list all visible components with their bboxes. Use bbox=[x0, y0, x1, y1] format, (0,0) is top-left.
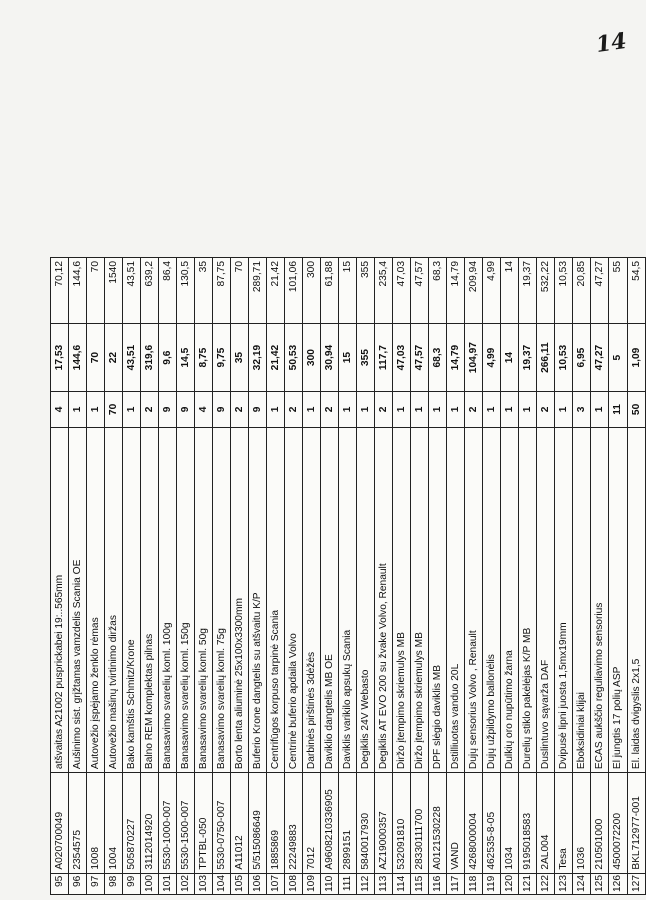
row-number-cell: 114 bbox=[393, 873, 411, 894]
part-description-cell: Diržo įtempimo skriemulys MB bbox=[411, 427, 429, 772]
quantity-cell: 1 bbox=[483, 392, 501, 428]
table-row bbox=[285, 258, 303, 895]
unit-price-cell: 104,97 bbox=[465, 324, 483, 392]
unit-price-cell: 9,6 bbox=[159, 324, 177, 392]
part-description-cell: Daviklio dangtelis MB OE bbox=[321, 427, 339, 772]
line-total-cell: 235,4 bbox=[375, 258, 393, 324]
row-number-cell: 122 bbox=[537, 873, 555, 894]
part-code-cell: 1036 bbox=[573, 773, 591, 874]
table-row bbox=[339, 258, 357, 895]
row-number-cell: 104 bbox=[213, 873, 231, 894]
part-description-cell: Degiklis 24V Webasto bbox=[357, 427, 375, 772]
part-code-cell: 2AL004 bbox=[537, 773, 555, 874]
table-row bbox=[213, 258, 231, 895]
rotated-table-container bbox=[50, 257, 646, 895]
row-number-cell: 127 bbox=[627, 873, 646, 894]
unit-price-cell: 319,6 bbox=[141, 324, 159, 392]
quantity-cell: 1 bbox=[267, 392, 285, 428]
table-row bbox=[573, 258, 591, 895]
line-total-cell: 21,42 bbox=[267, 258, 285, 324]
table-row bbox=[627, 258, 646, 895]
part-code-cell: BKL712977-001 bbox=[627, 773, 646, 874]
row-number-cell: 110 bbox=[321, 873, 339, 894]
quantity-cell: 1 bbox=[555, 392, 573, 428]
part-description-cell: Degiklis AT EVO 200 su žvake Volvo, Renault bbox=[375, 427, 393, 772]
unit-price-cell: 1,09 bbox=[627, 324, 646, 392]
part-code-cell: 22249883 bbox=[285, 773, 303, 874]
quantity-cell: 2 bbox=[375, 392, 393, 428]
quantity-cell: 1 bbox=[429, 392, 447, 428]
row-number-cell: 97 bbox=[87, 873, 105, 894]
quantity-cell: 2 bbox=[465, 392, 483, 428]
part-description-cell: Banasavimo svarelių koml. 150g bbox=[177, 427, 195, 772]
table-row bbox=[519, 258, 537, 895]
part-description-cell: Banasavimo svarelių koml. 75g bbox=[213, 427, 231, 772]
part-description-cell: Dujų sensorius Volvo , Renault bbox=[465, 427, 483, 772]
quantity-cell: 9 bbox=[249, 392, 267, 428]
line-total-cell: 532,22 bbox=[537, 258, 555, 324]
unit-price-cell: 14,5 bbox=[177, 324, 195, 392]
line-total-cell: 14,79 bbox=[447, 258, 465, 324]
part-code-cell: 210501000 bbox=[591, 773, 609, 874]
table-row bbox=[393, 258, 411, 895]
table-row bbox=[321, 258, 339, 895]
row-number-cell: 115 bbox=[411, 873, 429, 894]
unit-price-cell: 68,3 bbox=[429, 324, 447, 392]
part-description-cell: Bako kamštis Schmitz/Krone bbox=[123, 427, 141, 772]
unit-price-cell: 35 bbox=[231, 324, 249, 392]
row-number-cell: 101 bbox=[159, 873, 177, 894]
part-code-cell: Tesa bbox=[555, 773, 573, 874]
part-description-cell: Balno REM komplektas pilnas bbox=[141, 427, 159, 772]
unit-price-cell: 144,6 bbox=[69, 324, 87, 392]
unit-price-cell: 15 bbox=[339, 324, 357, 392]
line-total-cell: 300 bbox=[303, 258, 321, 324]
part-description-cell: Darbinės pirštinės 3dėžės bbox=[303, 427, 321, 772]
part-code-cell: 1034 bbox=[501, 773, 519, 874]
quantity-cell: 1 bbox=[393, 392, 411, 428]
part-code-cell: 2354575 bbox=[69, 773, 87, 874]
unit-price-cell: 19,37 bbox=[519, 324, 537, 392]
line-total-cell: 1540 bbox=[105, 258, 123, 324]
part-code-cell: 3112014920 bbox=[141, 773, 159, 874]
quantity-cell: 1 bbox=[519, 392, 537, 428]
quantity-cell: 2 bbox=[231, 392, 249, 428]
part-code-cell: A0121530228 bbox=[429, 773, 447, 874]
table-row bbox=[591, 258, 609, 895]
parts-table bbox=[50, 257, 646, 895]
unit-price-cell: 47,27 bbox=[591, 324, 609, 392]
quantity-cell: 1 bbox=[123, 392, 141, 428]
unit-price-cell: 47,03 bbox=[393, 324, 411, 392]
line-total-cell: 101,06 bbox=[285, 258, 303, 324]
row-number-cell: 103 bbox=[195, 873, 213, 894]
quantity-cell: 2 bbox=[321, 392, 339, 428]
part-code-cell: 9195018583 bbox=[519, 773, 537, 874]
quantity-cell: 1 bbox=[357, 392, 375, 428]
quantity-cell: 1 bbox=[339, 392, 357, 428]
table-row bbox=[51, 258, 69, 895]
part-code-cell: 7012 bbox=[303, 773, 321, 874]
part-description-cell: Daviklis varikilo apsukų Scania bbox=[339, 427, 357, 772]
quantity-cell: 2 bbox=[285, 392, 303, 428]
quantity-cell: 70 bbox=[105, 392, 123, 428]
table-row bbox=[357, 258, 375, 895]
row-number-cell: 105 bbox=[231, 873, 249, 894]
part-description-cell: Eboksidiniai klijai bbox=[573, 427, 591, 772]
part-code-cell: VAND bbox=[447, 773, 465, 874]
quantity-cell: 1 bbox=[411, 392, 429, 428]
part-description-cell: Autovežio įspėjamo ženklo rėmas bbox=[87, 427, 105, 772]
quantity-cell: 1 bbox=[447, 392, 465, 428]
part-code-cell: 5530-0750-007 bbox=[213, 773, 231, 874]
row-number-cell: 126 bbox=[609, 873, 627, 894]
line-total-cell: 10,53 bbox=[555, 258, 573, 324]
table-row bbox=[303, 258, 321, 895]
table-row bbox=[141, 258, 159, 895]
part-description-cell: Banasavimo svarelių koml. 100g bbox=[159, 427, 177, 772]
quantity-cell: 1 bbox=[501, 392, 519, 428]
part-code-cell: 1008 bbox=[87, 773, 105, 874]
part-code-cell: 2899151 bbox=[339, 773, 357, 874]
part-code-cell: 1885869 bbox=[267, 773, 285, 874]
table-row bbox=[105, 258, 123, 895]
part-description-cell: Duslintuvo sąvarža DAF bbox=[537, 427, 555, 772]
part-description-cell: Dstilliuotas vanduo 20L bbox=[447, 427, 465, 772]
part-description-cell: Diržo įtempimo skriemulys MB bbox=[393, 427, 411, 772]
line-total-cell: 55 bbox=[609, 258, 627, 324]
row-number-cell: 121 bbox=[519, 873, 537, 894]
line-total-cell: 355 bbox=[357, 258, 375, 324]
line-total-cell: 14 bbox=[501, 258, 519, 324]
part-description-cell: ECAS aukščio reguliavimo sensorius bbox=[591, 427, 609, 772]
quantity-cell: 1 bbox=[87, 392, 105, 428]
table-row bbox=[267, 258, 285, 895]
quantity-cell: 1 bbox=[303, 392, 321, 428]
unit-price-cell: 5 bbox=[609, 324, 627, 392]
table-row bbox=[231, 258, 249, 895]
line-total-cell: 47,27 bbox=[591, 258, 609, 324]
unit-price-cell: 8,75 bbox=[195, 324, 213, 392]
table-row bbox=[177, 258, 195, 895]
part-description-cell: Autovežio mašinų tvirtinimo diržas bbox=[105, 427, 123, 772]
row-number-cell: 111 bbox=[339, 873, 357, 894]
part-code-cell: AZ19000357 bbox=[375, 773, 393, 874]
part-description-cell: Dvipusė lipni juosta 1,5mx19mm bbox=[555, 427, 573, 772]
unit-price-cell: 21,42 bbox=[267, 324, 285, 392]
quantity-cell: 2 bbox=[141, 392, 159, 428]
table-row bbox=[447, 258, 465, 895]
row-number-cell: 112 bbox=[357, 873, 375, 894]
part-description-cell: Buferio Krone dangtelis su atšvaitu K/P bbox=[249, 427, 267, 772]
part-description-cell: Borto lenta aliuminė 25x100x3300mm bbox=[231, 427, 249, 772]
quantity-cell: 2 bbox=[537, 392, 555, 428]
part-description-cell: Durelių stiklo pakėlėjas K/P MB bbox=[519, 427, 537, 772]
part-description-cell: El jungtis 17 polių ASP bbox=[609, 427, 627, 772]
row-number-cell: 123 bbox=[555, 873, 573, 894]
line-total-cell: 70,12 bbox=[51, 258, 69, 324]
row-number-cell: 119 bbox=[483, 873, 501, 894]
unit-price-cell: 300 bbox=[303, 324, 321, 392]
row-number-cell: 117 bbox=[447, 873, 465, 894]
part-description-cell: El. laidas dvigyslis 2x1,5 bbox=[627, 427, 646, 772]
quantity-cell: 4 bbox=[51, 392, 69, 428]
line-total-cell: 209,94 bbox=[465, 258, 483, 324]
table-row bbox=[501, 258, 519, 895]
table-row bbox=[483, 258, 501, 895]
unit-price-cell: 32,19 bbox=[249, 324, 267, 392]
quantity-cell: 1 bbox=[69, 392, 87, 428]
row-number-cell: 95 bbox=[51, 873, 69, 894]
line-total-cell: 87,75 bbox=[213, 258, 231, 324]
unit-price-cell: 43,51 bbox=[123, 324, 141, 392]
line-total-cell: 47,57 bbox=[411, 258, 429, 324]
line-total-cell: 68,3 bbox=[429, 258, 447, 324]
line-total-cell: 35 bbox=[195, 258, 213, 324]
unit-price-cell: 30,94 bbox=[321, 324, 339, 392]
table-row bbox=[537, 258, 555, 895]
row-number-cell: 107 bbox=[267, 873, 285, 894]
quantity-cell: 9 bbox=[177, 392, 195, 428]
part-description-cell: DPF slėgio daviklis MB bbox=[429, 427, 447, 772]
table-row bbox=[87, 258, 105, 895]
table-row bbox=[159, 258, 177, 895]
line-total-cell: 15 bbox=[339, 258, 357, 324]
part-code-cell: 5/515086649 bbox=[249, 773, 267, 874]
parts-table-body bbox=[51, 258, 646, 895]
table-row bbox=[555, 258, 573, 895]
page-number: 14 bbox=[594, 27, 629, 59]
unit-price-cell: 50,53 bbox=[285, 324, 303, 392]
row-number-cell: 109 bbox=[303, 873, 321, 894]
part-code-cell: 5530-1000-007 bbox=[159, 773, 177, 874]
part-code-cell: 5530-1500-007 bbox=[177, 773, 195, 874]
table-row bbox=[69, 258, 87, 895]
unit-price-cell: 10,53 bbox=[555, 324, 573, 392]
table-row bbox=[123, 258, 141, 895]
line-total-cell: 19,37 bbox=[519, 258, 537, 324]
part-description-cell: Centrifūgos korpuso tarpinė Scania bbox=[267, 427, 285, 772]
part-code-cell: TPTBL-050 bbox=[195, 773, 213, 874]
quantity-cell: 3 bbox=[573, 392, 591, 428]
quantity-cell: 4 bbox=[195, 392, 213, 428]
quantity-cell: 9 bbox=[159, 392, 177, 428]
part-description-cell: atšvaitas A21002 pusprickabei 19:..565mm bbox=[51, 427, 69, 772]
unit-price-cell: 355 bbox=[357, 324, 375, 392]
unit-price-cell: 14,79 bbox=[447, 324, 465, 392]
part-code-cell: 505870227 bbox=[123, 773, 141, 874]
line-total-cell: 70 bbox=[231, 258, 249, 324]
unit-price-cell: 17,53 bbox=[51, 324, 69, 392]
row-number-cell: 96 bbox=[69, 873, 87, 894]
unit-price-cell: 22 bbox=[105, 324, 123, 392]
unit-price-cell: 70 bbox=[87, 324, 105, 392]
part-description-cell: Aušinimo sist. grįžtamas vamzdelis Scania OE bbox=[69, 427, 87, 772]
row-number-cell: 108 bbox=[285, 873, 303, 894]
table-row bbox=[465, 258, 483, 895]
row-number-cell: 100 bbox=[141, 873, 159, 894]
part-code-cell: 4268000004 bbox=[465, 773, 483, 874]
row-number-cell: 113 bbox=[375, 873, 393, 894]
part-code-cell: A9608210336905 bbox=[321, 773, 339, 874]
quantity-cell: 1 bbox=[591, 392, 609, 428]
table-row bbox=[411, 258, 429, 895]
unit-price-cell: 266,11 bbox=[537, 324, 555, 392]
row-number-cell: 102 bbox=[177, 873, 195, 894]
part-code-cell: 1004 bbox=[105, 773, 123, 874]
part-code-cell: A020700049 bbox=[51, 773, 69, 874]
quantity-cell: 11 bbox=[609, 392, 627, 428]
table-row bbox=[609, 258, 627, 895]
unit-price-cell: 6,95 bbox=[573, 324, 591, 392]
part-description-cell: Centrinė buferio apdaila Volvo bbox=[285, 427, 303, 772]
unit-price-cell: 4,99 bbox=[483, 324, 501, 392]
part-code-cell: A11012 bbox=[231, 773, 249, 874]
row-number-cell: 120 bbox=[501, 873, 519, 894]
part-code-cell: 462535-8-05 bbox=[483, 773, 501, 874]
part-code-cell: 5840017930 bbox=[357, 773, 375, 874]
part-code-cell: 28330111700 bbox=[411, 773, 429, 874]
table-row bbox=[375, 258, 393, 895]
line-total-cell: 20,85 bbox=[573, 258, 591, 324]
line-total-cell: 70 bbox=[87, 258, 105, 324]
unit-price-cell: 9,75 bbox=[213, 324, 231, 392]
row-number-cell: 124 bbox=[573, 873, 591, 894]
part-code-cell: 4500072200 bbox=[609, 773, 627, 874]
line-total-cell: 86,4 bbox=[159, 258, 177, 324]
unit-price-cell: 14 bbox=[501, 324, 519, 392]
unit-price-cell: 117,7 bbox=[375, 324, 393, 392]
part-description-cell: Banasavimo svarelių koml. 50g bbox=[195, 427, 213, 772]
part-description-cell: Dujų užpildymo ballonėlis bbox=[483, 427, 501, 772]
part-description-cell: Dulkių oro nupūtimo žarna bbox=[501, 427, 519, 772]
row-number-cell: 98 bbox=[105, 873, 123, 894]
line-total-cell: 289,71 bbox=[249, 258, 267, 324]
line-total-cell: 130,5 bbox=[177, 258, 195, 324]
line-total-cell: 4,99 bbox=[483, 258, 501, 324]
unit-price-cell: 47,57 bbox=[411, 324, 429, 392]
line-total-cell: 47,03 bbox=[393, 258, 411, 324]
row-number-cell: 125 bbox=[591, 873, 609, 894]
table-row bbox=[429, 258, 447, 895]
part-code-cell: 532091810 bbox=[393, 773, 411, 874]
line-total-cell: 639,2 bbox=[141, 258, 159, 324]
line-total-cell: 54,5 bbox=[627, 258, 646, 324]
quantity-cell: 50 bbox=[627, 392, 646, 428]
line-total-cell: 144,6 bbox=[69, 258, 87, 324]
row-number-cell: 116 bbox=[429, 873, 447, 894]
row-number-cell: 106 bbox=[249, 873, 267, 894]
quantity-cell: 9 bbox=[213, 392, 231, 428]
row-number-cell: 99 bbox=[123, 873, 141, 894]
line-total-cell: 43,51 bbox=[123, 258, 141, 324]
table-row bbox=[195, 258, 213, 895]
row-number-cell: 118 bbox=[465, 873, 483, 894]
line-total-cell: 61,88 bbox=[321, 258, 339, 324]
table-row bbox=[249, 258, 267, 895]
